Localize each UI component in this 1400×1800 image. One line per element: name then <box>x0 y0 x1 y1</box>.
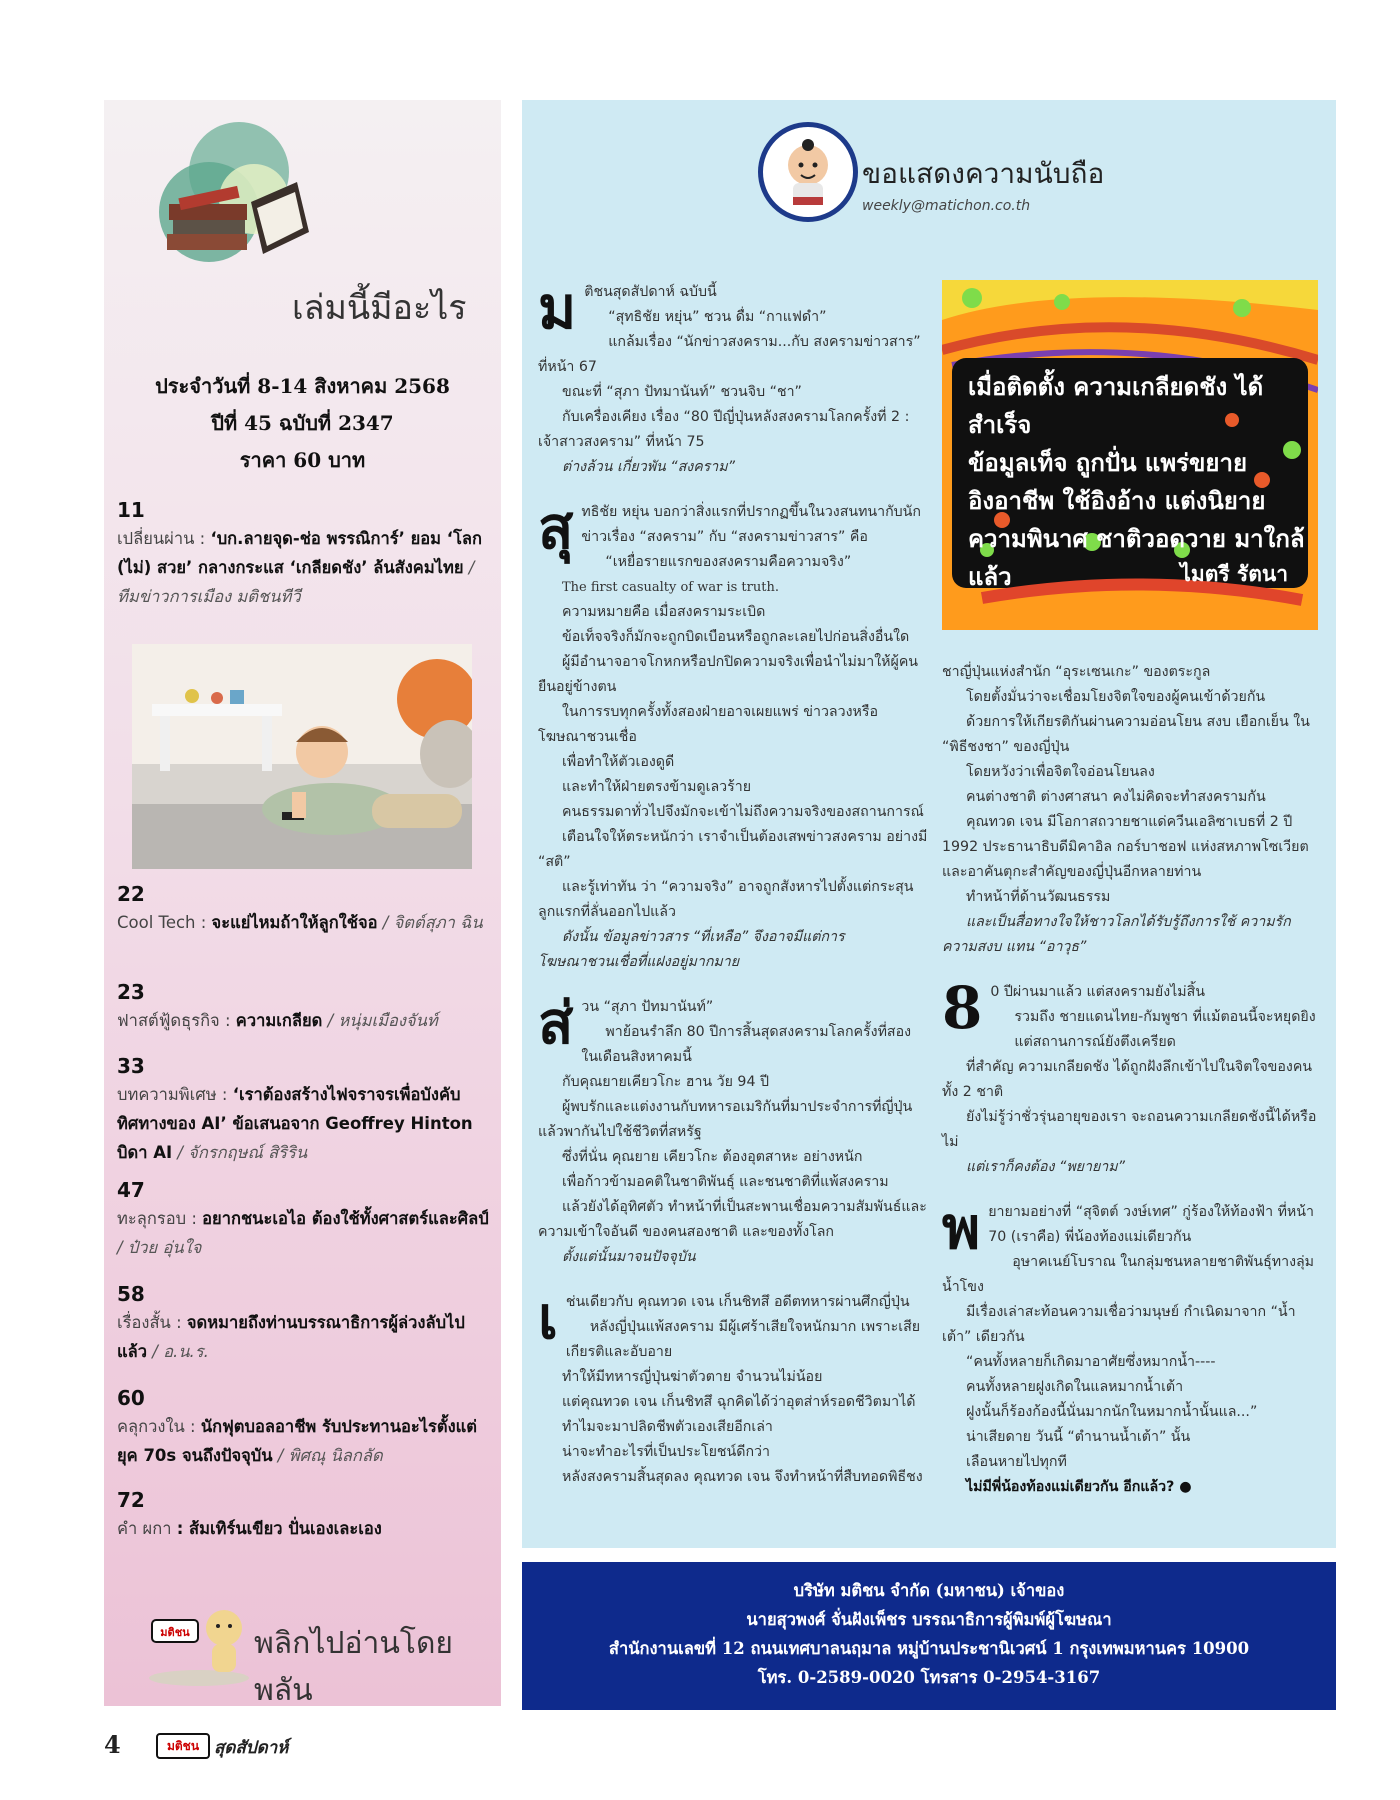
toc-page-number: 22 <box>117 882 145 906</box>
publisher-box <box>522 1562 1336 1710</box>
paragraph: ดังนั้น ข้อมูลข่าวสาร “ที่เหลือ” จึงอาจมีแต่การโฆษณาชวนเชื่อที่แฝงอยู่มากมาย <box>538 929 845 970</box>
toc-item-author: / หนุ่มเมืองจันท์ <box>322 1011 438 1030</box>
toc-item-author: / ทีมข่าวการเมือง มติชนทีวี <box>117 558 475 606</box>
drop-cap: พ <box>942 1194 981 1262</box>
paragraph: น่าจะทำอะไรที่เป็นประโยชน์ดีกว่า <box>562 1444 770 1460</box>
magazine-subtitle: สุดสัปดาห์ <box>214 1738 289 1758</box>
poem-line: อิงอาชีพ ใช้อิงอ้าง แต่งนิยาย <box>968 487 1266 515</box>
paragraph: ขณะที่ “สุภา ปัทมานันท์” ชวนจิบ “ชา” <box>562 384 802 400</box>
paragraph: อุษาคเนย์โบราณ ในกลุ่มชนหลายชาติพันธุ์ทางลุ่มน้ำโขง <box>942 1254 1315 1295</box>
issue-price: ราคา 60 บาท <box>239 448 366 472</box>
paragraph: และเป็นสื่อทางใจให้ชาวโลกได้รับรู้ถึงการใช้ ความรัก ความสงบ แทน “อาวุธ” <box>942 914 1291 955</box>
paragraph: แต่เราก็คงต้อง “พยายาม” <box>966 1159 1125 1175</box>
paragraph: ชาญี่ปุ่นแห่งสำนัก “อุระเซนเกะ” ของตระกูล <box>942 664 1211 680</box>
toc-item[interactable] <box>117 1488 489 1543</box>
letters-email-link[interactable]: weekly@matichon.co.th <box>862 198 1031 214</box>
toc-item[interactable] <box>117 1386 489 1470</box>
paragraph: ข้อเท็จจริงก็มักจะถูกบิดเบือนหรือถูกละเลยไปก่อนสิ่งอื่นใด <box>562 629 910 645</box>
paragraph: คุณทวด เจน มีโอกาสถวายชาแด่ควีนเอลิซาเบธที่ 2 ปี 1992 ประธานาธิบดีมิคาอิล กอร์บาชอฟ แห่งสหภาพโซเวียต และอาคันตุกะสำคัญของญี่ปุ่นอีกหลายท่าน <box>942 814 1309 880</box>
paragraph: คนทั้งหลายฝูงเกิดในแลหมากน้ำเต้า <box>966 1379 1184 1395</box>
paragraph: ซึ่งที่นั่น คุณยาย เคียวโกะ ต้องอุตสาหะ อย่างหนัก <box>562 1149 863 1165</box>
letter-section <box>942 1194 1322 1500</box>
toc-item[interactable] <box>117 980 489 1035</box>
toc-page-number: 72 <box>117 1488 145 1512</box>
letter-section <box>538 494 928 975</box>
page-number: 4 <box>104 1730 121 1759</box>
paragraph: ความหมายคือ เมื่อสงครามระเบิด <box>562 604 766 620</box>
paragraph: คนธรรมดาทั่วไปจึงมักจะเข้าไม่ถึงความจริงของสถานการณ์ <box>562 804 924 820</box>
paragraph: เพื่อก้าวข้ามอคติในชาติพันธุ์ และชนชาติที่แพ้สงคราม <box>562 1174 889 1190</box>
paragraph: หลังสงครามสิ้นสุดลง คุณทวด เจน จึงทำหน้าที่สืบทอดพิธีชง <box>562 1469 923 1485</box>
paragraph: ทำไมจะมาปลิดชีพตัวเองเสียอีกเล่า <box>562 1419 773 1435</box>
publisher-line: นายสุวพงศ์ จั่นฝังเพ็ชร บรรณาธิการผู้พิมพ์ผู้โฆษณา <box>746 1610 1112 1629</box>
paragraph: หลังญี่ปุ่นแพ้สงคราม มีผู้เศร้าเสียใจหนักมาก เพราะเสียเกียรติและอับอาย <box>565 1319 921 1360</box>
letter-column-1 <box>538 274 928 1490</box>
toc-section: ฟาสต์ฟู้ดธุรกิจ : <box>117 1011 236 1030</box>
paragraph: คนต่างชาติ ต่างศาสนา คงไม่คิดจะทำสงครามกัน <box>966 789 1266 805</box>
toc-section: คำ ผกา <box>117 1519 177 1538</box>
poem-poster <box>942 280 1318 630</box>
paragraph: The first casualty of war is truth. <box>562 580 779 595</box>
toc-item[interactable] <box>117 498 489 611</box>
paragraph: เลือนหายไปทุกที <box>966 1454 1067 1470</box>
toc-item-title: : ส้มเทิร์นเขียว ปั่นเองเละเอง <box>176 1519 382 1538</box>
paragraph: มีเรื่องเล่าสะท้อนความเชื่อว่ามนุษย์ กำเนิดมาจาก “น้ำเต้า” เดียวกัน <box>942 1304 1296 1345</box>
poem-line: ความพินาศ ชาติวอดวาย มาใกล้แล้ว <box>968 525 1305 591</box>
toc-title: เล่มนี้มีอะไร <box>292 288 467 328</box>
issue-date: ประจำวันที่ 8-14 สิงหาคม 2568 <box>155 374 450 398</box>
toc-page-number: 58 <box>117 1282 145 1306</box>
toc-item-title: ‘บก.ลายจุด-ช่อ พรรณิการ์’ ยอม ‘โลก (ไม่) สวย’ กลางกระแส ‘เกลียดชัง’ ล้นสังคมไทย <box>117 529 483 577</box>
toc-section: คลุกวงใน : <box>117 1417 201 1436</box>
drop-cap: 8 <box>942 974 983 1042</box>
publisher-line: บริษัท มติชน จำกัด (มหาชน) เจ้าของ <box>793 1581 1065 1600</box>
toc-item-title: ‘เราต้องสร้างไฟจราจรเพื่อบังคับทิศทางของ AI’ ข้อเสนอจาก Geoffrey Hinton บิดา AI <box>117 1085 473 1162</box>
paragraph: ยังไม่รู้ว่าชั่วรุ่นอายุของเรา จะถอนความเกลียดชังนี้ได้หรือไม่ <box>942 1109 1317 1150</box>
paragraph: เตือนใจให้ตระหนักว่า เราจำเป็นต้องเสพข่าวสงคราม อย่างมี “สติ” <box>538 829 928 870</box>
paragraph: เพื่อทำให้ตัวเองดูดี <box>562 754 675 770</box>
paragraph: ไม่มีพี่น้องท้องแม่เดียวกัน อีกแล้ว? ● <box>966 1479 1192 1495</box>
paragraph: ด้วยการให้เกียรติกันผ่านความอ่อนโยน สงบ เยือกเย็น ใน “พิธีชงชา” ของญี่ปุ่น <box>942 714 1310 755</box>
toc-page-number: 23 <box>117 980 145 1004</box>
paragraph: ต่างล้วน เกี่ยวพัน “สงคราม” <box>562 459 735 475</box>
paragraph: ติชนสุดสัปดาห์ ฉบับนี้ <box>584 284 717 300</box>
paragraph: ทำหน้าที่ด้านวัฒนธรรม <box>966 889 1111 905</box>
toc-header-illustration <box>159 122 459 257</box>
paragraph: และรู้เท่าทัน ว่า “ความจริง” อาจถูกสังหารไปตั้งแต่กระสุนลูกแรกที่ลั่นออกไปแล้ว <box>538 879 914 920</box>
drop-cap: ส่ <box>538 989 574 1057</box>
toc-item-author: / จักรกฤษณ์ สิริริน <box>172 1143 308 1162</box>
letter-section <box>538 274 928 480</box>
toc-item[interactable] <box>117 1054 489 1167</box>
flip-to-read-link[interactable] <box>144 1598 484 1708</box>
toc-item-author: / ป๋วย อุ่นใจ <box>117 1238 202 1257</box>
toc-panel <box>104 100 501 1706</box>
drop-cap: เ <box>538 1284 558 1352</box>
paragraph: ทำให้มีทหารญี่ปุ่นฆ่าตัวตาย จำนวนไม่น้อย <box>562 1369 823 1385</box>
flip-label: พลิกไปอ่านโดยพลัน <box>254 1626 453 1708</box>
toc-page-number: 33 <box>117 1054 145 1078</box>
mascot-icon <box>144 1598 254 1688</box>
toc-section: บทความพิเศษ : <box>117 1085 233 1104</box>
toc-section: ทะลุกรอบ : <box>117 1209 203 1228</box>
paragraph: ช่นเดียวกับ คุณทวด เจน เก็นชิทสึ อดีตทหารผ่านศึกญี่ปุ่น <box>565 1294 910 1310</box>
paragraph: “สุทธิชัย หยุ่น” ชวน ดื่ม “กาแฟดำ” <box>608 309 827 325</box>
toc-section: เปลี่ยนผ่าน : <box>117 529 211 548</box>
publisher-line: โทร. 0-2589-0020 โทรสาร 0-2954-3167 <box>757 1668 1101 1687</box>
toc-item[interactable] <box>117 1282 489 1366</box>
paragraph: รวมถึง ชายแดนไทย-กัมพูชา ที่แม้ตอนนี้จะหยุดยิง <box>1014 1009 1316 1025</box>
toc-item-title: จะแย่ไหมถ้าให้ลูกใช้จอ <box>211 913 378 932</box>
paragraph: และทำให้ฝ่ายตรงข้ามดูเลวร้าย <box>562 779 752 795</box>
toc-item-author: / พิศณุ นิลกลัด <box>272 1446 383 1465</box>
paragraph: ที่สำคัญ ความเกลียดชัง ได้ถูกฝังลึกเข้าไปในจิตใจของคนทั้ง 2 ชาติ <box>942 1059 1313 1100</box>
toc-page-number: 60 <box>117 1386 145 1410</box>
poem-line: ข้อมูลเท็จ ถูกปั่น แพร่ขยาย <box>968 449 1248 477</box>
paragraph: แต่สถานการณ์ยังตึงเครียด <box>1014 1034 1176 1050</box>
paragraph: โดยตั้งมั่นว่าจะเชื่อมโยงจิตใจของผู้คนเข้าด้วยกัน <box>966 689 1266 705</box>
letter-section <box>942 660 1322 960</box>
letter-section <box>538 1284 928 1490</box>
paragraph: กับคุณยายเคียวโกะ ฮาน วัย 94 ปี <box>562 1074 769 1090</box>
svg-text:มติชน: มติชน <box>160 1626 190 1639</box>
issue-info <box>104 368 501 479</box>
letter-section <box>538 989 928 1270</box>
toc-item-title: ความเกลียด <box>235 1011 323 1030</box>
letter-column-2 <box>942 660 1322 1500</box>
paragraph: แต่คุณทวด เจน เก็นชิทสึ ฉุกคิดได้ว่าอุตส่าห์รอดชีวิตมาได้ <box>562 1394 916 1410</box>
paragraph: ทธิชัย หยุ่น บอกว่าสิ่งแรกที่ปรากฏขึ้นในวงสนทนากับนักข่าวเรื่อง “สงคราม” กับ “สงครามข่าวสาร” คือ <box>581 504 921 545</box>
toc-item-title: จดหมายถึงท่านบรรณาธิการผู้ล่วงลับไปแล้ว <box>117 1313 465 1361</box>
issue-number: ปีที่ 45 ฉบับที่ 2347 <box>211 411 394 435</box>
paragraph: ในการรบทุกครั้งทั้งสองฝ่ายอาจเผยแพร่ ข่าวลวงหรือโฆษณาชวนเชื่อ <box>538 704 879 745</box>
toc-item[interactable] <box>117 882 489 937</box>
paragraph: ยายามอย่างที่ “สุจิตต์ วงษ์เทศ” กู่ร้องให้ท้องฟ้า ที่หน้า 70 (เราคือ) พี่น้องท้องแม่เดียวกัน <box>988 1204 1314 1245</box>
letter-section <box>942 974 1322 1180</box>
paragraph: พาย้อนรำลึก 80 ปีการสิ้นสุดสงครามโลกครั้งที่สอง ในเดือนสิงหาคมนี้ <box>581 1024 912 1065</box>
toc-page-number: 11 <box>117 498 145 522</box>
paragraph: โดยหวังว่าเพื่อจิตใจอ่อนโยนลง <box>966 764 1155 780</box>
paragraph: วน “สุภา ปัทมานันท์” <box>581 999 714 1015</box>
paragraph: “เหยื่อรายแรกของสงครามคือความจริง” <box>605 554 852 570</box>
paragraph: ฝูงนั้นก็ร้องก้องนี้นั่นมากนักในหมากน้ำนั้นแล...” <box>966 1404 1258 1420</box>
poem-line: เมื่อติดตั้ง ความเกลียดชัง ได้สำเร็จ <box>968 373 1264 439</box>
books-icon <box>159 142 309 262</box>
magazine-logo: มติชน <box>156 1733 210 1759</box>
paragraph: แล้วยังได้อุทิศตัว ทำหน้าที่เป็นสะพานเชื่อมความสัมพันธ์และความเข้าใจอันดี ของคนสองชาติ และของทั้งโลก <box>538 1199 927 1240</box>
paragraph: ผู้มีอำนาจอาจโกหกหรือปกปิดความจริงเพื่อนำไม่มาให้ผู้คนยืนอยู่ข้างตน <box>538 654 919 695</box>
toc-section: เรื่องสั้น : <box>117 1313 187 1332</box>
toc-item-title: อยากชนะเอไอ ต้องใช้ทั้งศาสตร์และศิลป์ <box>202 1209 489 1228</box>
paragraph: น่าเสียดาย วันนี้ “ตำนานน้ำเต้า” นั้น <box>966 1429 1191 1445</box>
editor-mascot-icon <box>758 122 858 222</box>
child-with-phone-photo <box>132 644 472 869</box>
toc-item-title: นักฟุตบอลอาชีพ รับประทานอะไรตั้งแต่ยุค 70s จนถึงปัจจุบัน <box>117 1417 478 1465</box>
toc-page-number: 47 <box>117 1178 145 1202</box>
paragraph: กับเครื่องเคียง เรื่อง “80 ปีญี่ปุ่นหลังสงครามโลกครั้งที่ 2 : เจ้าสาวสงคราม” ที่หน้า 75 <box>538 409 910 450</box>
paragraph: “คนทั้งหลายก็เกิดมาอาศัยซึ่งหมากน้ำ---- <box>966 1354 1216 1370</box>
paragraph: แกล้มเรื่อง “นักข่าวสงคราม...กับ สงครามข่าวสาร” ที่หน้า 67 <box>538 334 921 375</box>
paragraph: 0 ปีผ่านมาแล้ว แต่สงครามยังไม่สิ้น <box>990 984 1205 1000</box>
poem-author: ไมตรี รัตนา <box>1180 562 1288 586</box>
letters-title: ขอแสดงความนับถือ <box>862 157 1105 190</box>
paragraph: ผู้พบรักและแต่งงานกับทหารอเมริกันที่มาประจำการที่ญี่ปุ่นแล้วพากันไปใช้ชีวิตที่สหรัฐ <box>538 1099 913 1140</box>
toc-item-author: / จิตต์สุภา ฉิน <box>377 913 483 932</box>
publisher-line: สำนักงานเลขที่ 12 ถนนเทศบาลนฤมาล หมู่บ้านประชานิเวศน์ 1 กรุงเทพมหานคร 10900 <box>608 1639 1250 1658</box>
drop-cap: ม <box>538 274 577 342</box>
toc-section: Cool Tech : <box>117 913 212 932</box>
editor-letter-panel <box>522 100 1336 1548</box>
toc-item[interactable] <box>117 1178 489 1262</box>
paragraph: ตั้งแต่นั้นมาจนปัจจุบัน <box>562 1249 696 1265</box>
toc-item-author: / อ.น.ร. <box>147 1342 209 1361</box>
drop-cap: สุ <box>538 494 574 562</box>
